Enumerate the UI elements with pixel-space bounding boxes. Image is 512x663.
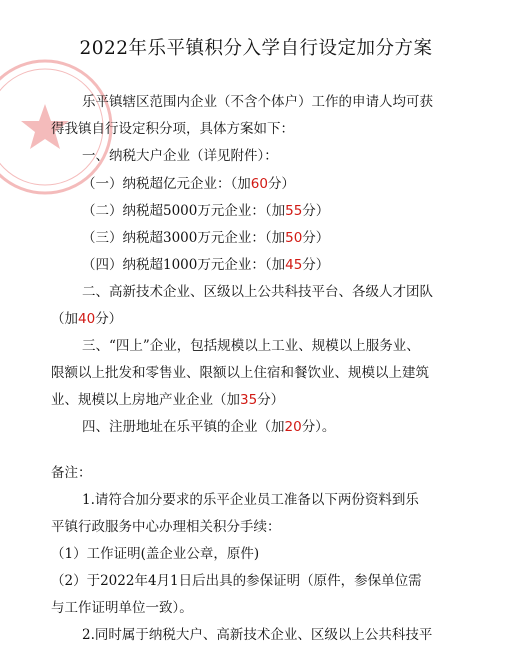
section3-text: 业、规模以上房地产业企业（加 [51, 392, 240, 408]
points-prefix: （加 [51, 311, 78, 327]
note1-item-a: （1）工作证明(盖企业公章，原件) [51, 546, 260, 562]
tax-item-2 [82, 202, 329, 220]
note1-item-b-line-1: （2）于2022年4月1日后出具的参保证明（原件，参保单位需 [51, 573, 422, 589]
section3-line-3 [51, 391, 284, 409]
intro-line-1: 乐平镇辖区范围内企业（不含个体户）工作的申请人均可获 [82, 94, 433, 110]
section2-line-1: 二、高新技术企业、区级以上公共科技平台、各级人才团队 [82, 284, 433, 300]
intro-line-2: 得我镇自行设定积分项，具体方案如下： [51, 121, 294, 137]
points-value: 55 [285, 203, 303, 219]
section1-heading: 一、纳税大户企业（详见附件）： [82, 148, 278, 164]
tax-item-4 [82, 256, 329, 274]
points-value: 35 [240, 392, 258, 408]
points-suffix: 分） [257, 392, 285, 408]
notes-heading: 备注： [51, 465, 92, 481]
tax-item-label: （三）纳税超3000万元企业： [82, 230, 265, 246]
points-prefix: （加 [264, 230, 286, 246]
note2-line-1: 2.同时属于纳税大户、高新技术企业、区级以上公共科技平 [82, 627, 433, 643]
points-value: 20 [284, 419, 302, 435]
tax-item-label: （二）纳税超5000万元企业： [82, 203, 265, 219]
section2-points [51, 310, 122, 328]
points-suffix: 分） [267, 176, 295, 192]
points-suffix: 分） [302, 230, 330, 246]
points-suffix: 分） [302, 203, 330, 219]
section4-line [82, 418, 335, 436]
section4-text: 四、注册地址在乐平镇的企业（加 [82, 419, 285, 435]
note1-item-b-line-2: 与工作证明单位一致）。 [51, 600, 193, 616]
points-suffix: 分） [95, 311, 123, 327]
note1-line-1: 1.请符合加分要求的乐平企业员工准备以下两份资料到乐 [82, 492, 419, 508]
points-prefix: （加 [264, 257, 286, 273]
section3-line-2: 限额以上批发和零售业、限额以上住宿和餐饮业、规模以上建筑 [51, 365, 429, 381]
page-title: 2022年乐平镇积分入学自行设定加分方案 [79, 38, 433, 59]
points-value: 45 [285, 257, 303, 273]
points-prefix: （加 [264, 203, 286, 219]
points-value: 60 [250, 176, 268, 192]
points-value: 50 [285, 230, 303, 246]
tax-item-label: （一）纳税超亿元企业： [82, 176, 231, 192]
tax-item-label: （四）纳税超1000万元企业： [82, 257, 265, 273]
tax-item-3 [82, 229, 329, 247]
section3-line-1: 三、“四上”企业，包括规模以上工业、规模以上服务业、 [82, 338, 420, 354]
points-prefix: （加 [230, 176, 251, 192]
tax-item-1 [82, 175, 295, 193]
points-suffix: 分）。 [301, 419, 336, 435]
points-value: 40 [78, 311, 96, 327]
points-suffix: 分） [302, 257, 330, 273]
note1-line-2: 平镇行政服务中心办理相关积分手续： [51, 519, 281, 535]
